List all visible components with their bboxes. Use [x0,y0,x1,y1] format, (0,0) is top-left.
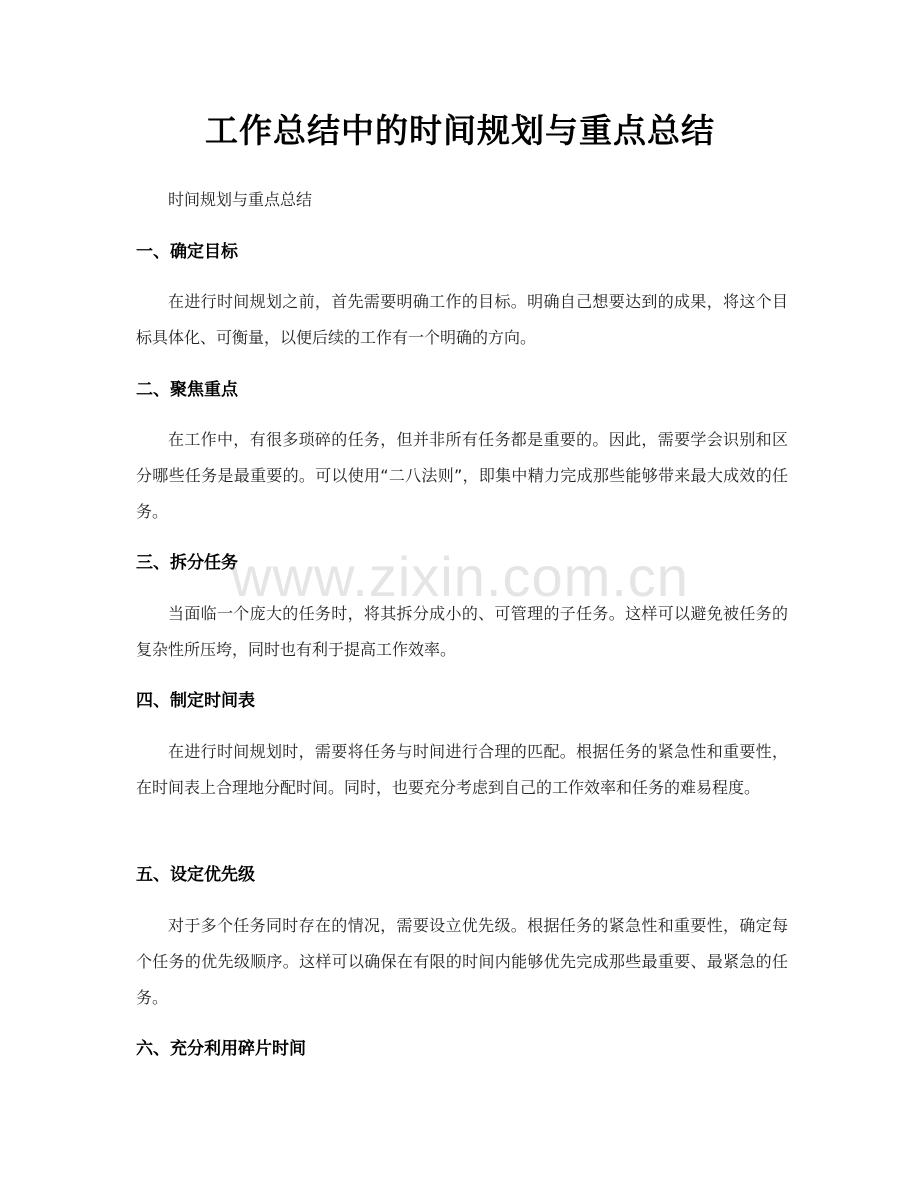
watermark: www.zixin.com.cn [231,545,689,608]
document-title: 工作总结中的时间规划与重点总结 [205,111,715,150]
section-heading-3: 三、拆分任务 [136,553,238,573]
section-heading-6: 六、充分利用碎片时间 [136,1039,306,1059]
document-subtitle: 时间规划与重点总结 [168,190,313,209]
section-paragraph-5: 对于多个任务同时存在的情况，需要设立优先级。根据任务的紧急性和重要性，确定每个任务的优先级顺序。这样可以确保在有限的时间内能够优先完成那些最重要、最紧急的任务。 [136,916,788,1007]
section-paragraph-1: 在进行时间规划之前，首先需要明确工作的目标。明确自己想要达到的成果，将这个目标具体化、可衡量，以便后续的工作有一个明确的方向。 [136,292,788,347]
section-paragraph-2: 在工作中，有很多琐碎的任务，但并非所有任务都是重要的。因此，需要学会识别和区分哪些任务是最重要的。可以使用“二八法则”，即集中精力完成那些能够带来最大成效的任务。 [136,430,788,521]
section-heading-1: 一、确定目标 [136,242,238,262]
section-paragraph-4: 在进行时间规划时，需要将任务与时间进行合理的匹配。根据任务的紧急性和重要性，在时间表上合理地分配时间。同时，也要充分考虑到自己的工作效率和任务的难易程度。 [136,742,788,797]
section-heading-5: 五、设定优先级 [136,865,255,885]
section-heading-4: 四、制定时间表 [136,691,255,711]
section-paragraph-3: 当面临一个庞大的任务时，将其拆分成小的、可管理的子任务。这样可以避免被任务的复杂性所压垮，同时也有利于提高工作效率。 [136,604,788,659]
section-heading-2: 二、聚焦重点 [136,380,238,400]
